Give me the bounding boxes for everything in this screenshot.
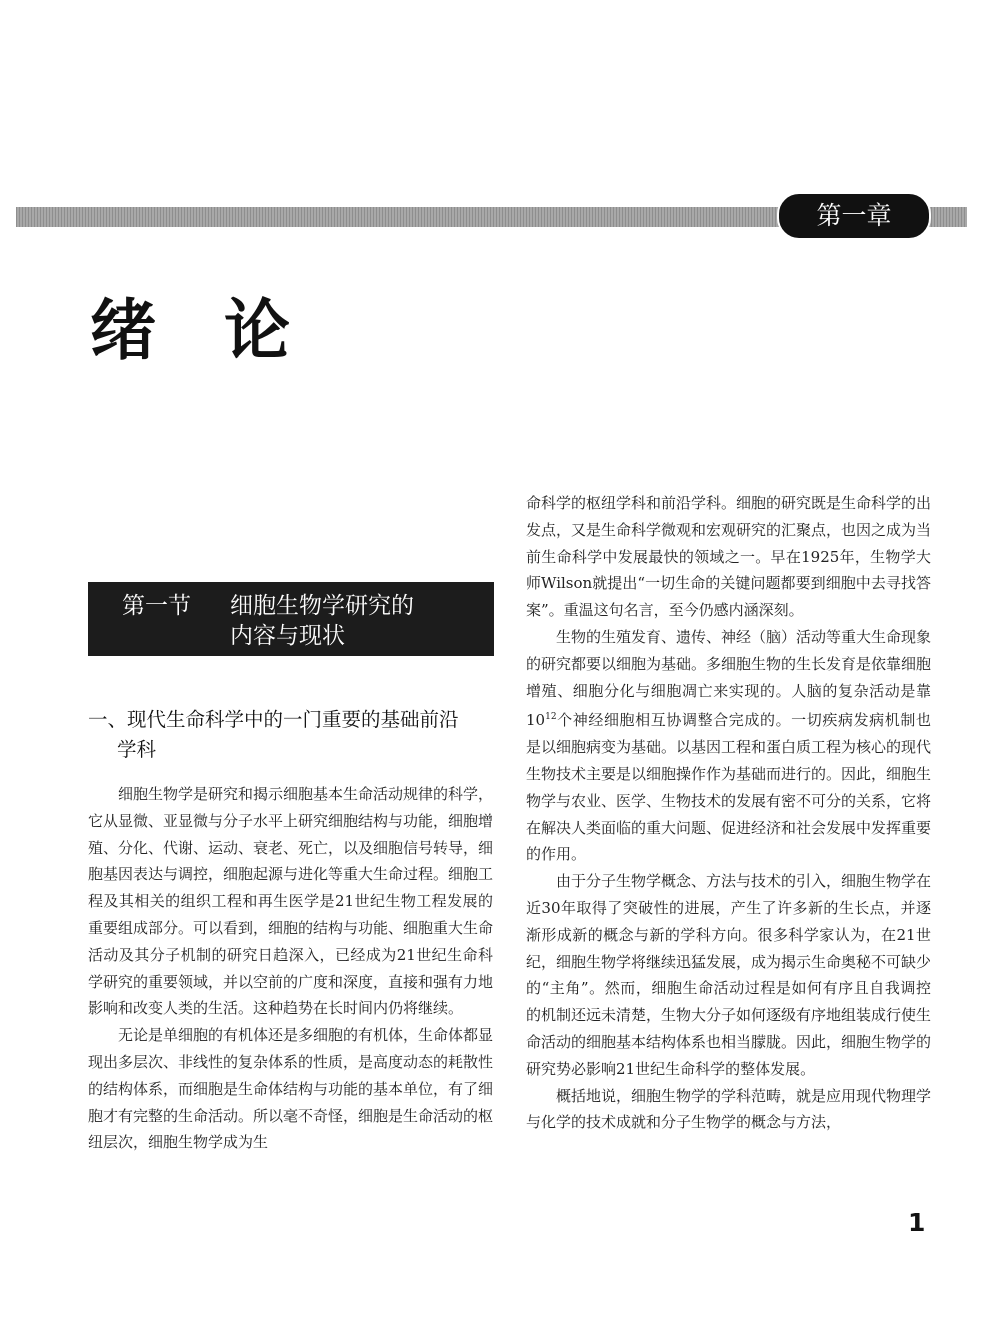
section-title-line2: 内容与现状 [230, 623, 345, 649]
exponent: 12 [545, 712, 557, 723]
section-number: 第一节 [122, 593, 191, 619]
paragraph: 由于分子生物学概念、方法与技术的引入，细胞生物学在近30年取得了突破性的进展，产生了许多新的生长点，并逐渐形成新的概念与新的学科方向。很多科学家认为，在21世纪，细胞生物学将继续迅猛发展，成为揭示生命奥秘不可缺少的“主角”。然而，细胞生命活动过程是如何有序且自我调控的机制还远未清楚，生物大分子如何逐级有序地组装成行使生命活动的细胞基本结构体系也相当朦胧。因此，细胞生物学的研究势必影响21世纪生命科学的整体发展。 [526, 872, 932, 1078]
section-heading-box [88, 582, 494, 656]
paragraph-text: 生物的生殖发育、遗传、神经（脑）活动等重大生命现象的研究都要以细胞为基础。多细胞生物的生长发育是依靠细胞增殖、细胞分化与细胞凋亡来实现的。人脑的复杂活动是靠10 [526, 627, 932, 730]
paragraph: 无论是单细胞的有机体还是多细胞的有机体，生命体都显现出多层次、非线性的复杂体系的性质，是高度动态的耗散性的结构体系，而细胞是生命体结构与功能的基本单位，有了细胞才有完整的生命活动。所以毫不奇怪，细胞是生命活动的枢纽层次，细胞生物学成为生 [88, 1026, 494, 1152]
chapter-label: 第一章 [777, 192, 931, 240]
paragraph [526, 624, 931, 868]
subsection-heading [88, 705, 498, 765]
paragraph-text: 个神经细胞相互协调整合完成的。一切疾病发病机制也是以细胞病变为基础。以基因工程和蛋白质工程为核心的现代生物技术主要是以细胞操作作为基础而进行的。因此，细胞生物学与农业、医学、生物技术的发展有密不可分的关系，它将在解决人类面临的重大问题、促进经济和社会发展中发挥重要的作用。 [526, 711, 932, 864]
section-title-line1: 细胞生物学研究的 [230, 593, 414, 619]
page-number: 1 [908, 1208, 926, 1237]
chapter-title: 绪论 [90, 292, 358, 369]
paragraph: 细胞生物学是研究和揭示细胞基本生命活动规律的科学，它从显微、亚显微与分子水平上研究细胞结构与功能，细胞增殖、分化、代谢、运动、衰老、死亡，以及细胞信号转导，细胞基因表达与调控，细胞起源与进化等重大生命过程。细胞工程及其相关的组织工程和再生医学是21世纪生物工程发展的重要组成部分。可以看到，细胞的结构与功能、细胞重大生命活动及其分子机制的研究日趋深入，已经成为21世纪生命科学研究的重要领域，并以空前的广度和深度，直接和强有力地影响和改变人类的生活。这种趋势在长时间内仍将继续。 [88, 785, 494, 1018]
left-column [88, 781, 493, 1156]
subsection-heading-line2: 学科 [117, 738, 157, 761]
subsection-heading-line1: 一、现代生命科学中的一门重要的基础前沿 [88, 708, 459, 731]
right-column [526, 490, 931, 1136]
paragraph: 概括地说，细胞生物学的学科范畴，就是应用现代物理学与化学的技术成就和分子生物学的概念与方法， [526, 1086, 932, 1132]
paragraph-continued: 命科学的枢纽学科和前沿学科。细胞的研究既是生命科学的出发点，又是生命科学微观和宏观研究的汇聚点，也因之成为当前生命科学中发展最快的领域之一。早在1925年，生物学大师Wilson就提出“一切生命的关键问题都要到细胞中去寻找答案”。重温这句名言，至今仍感内涵深刻。 [526, 494, 932, 620]
